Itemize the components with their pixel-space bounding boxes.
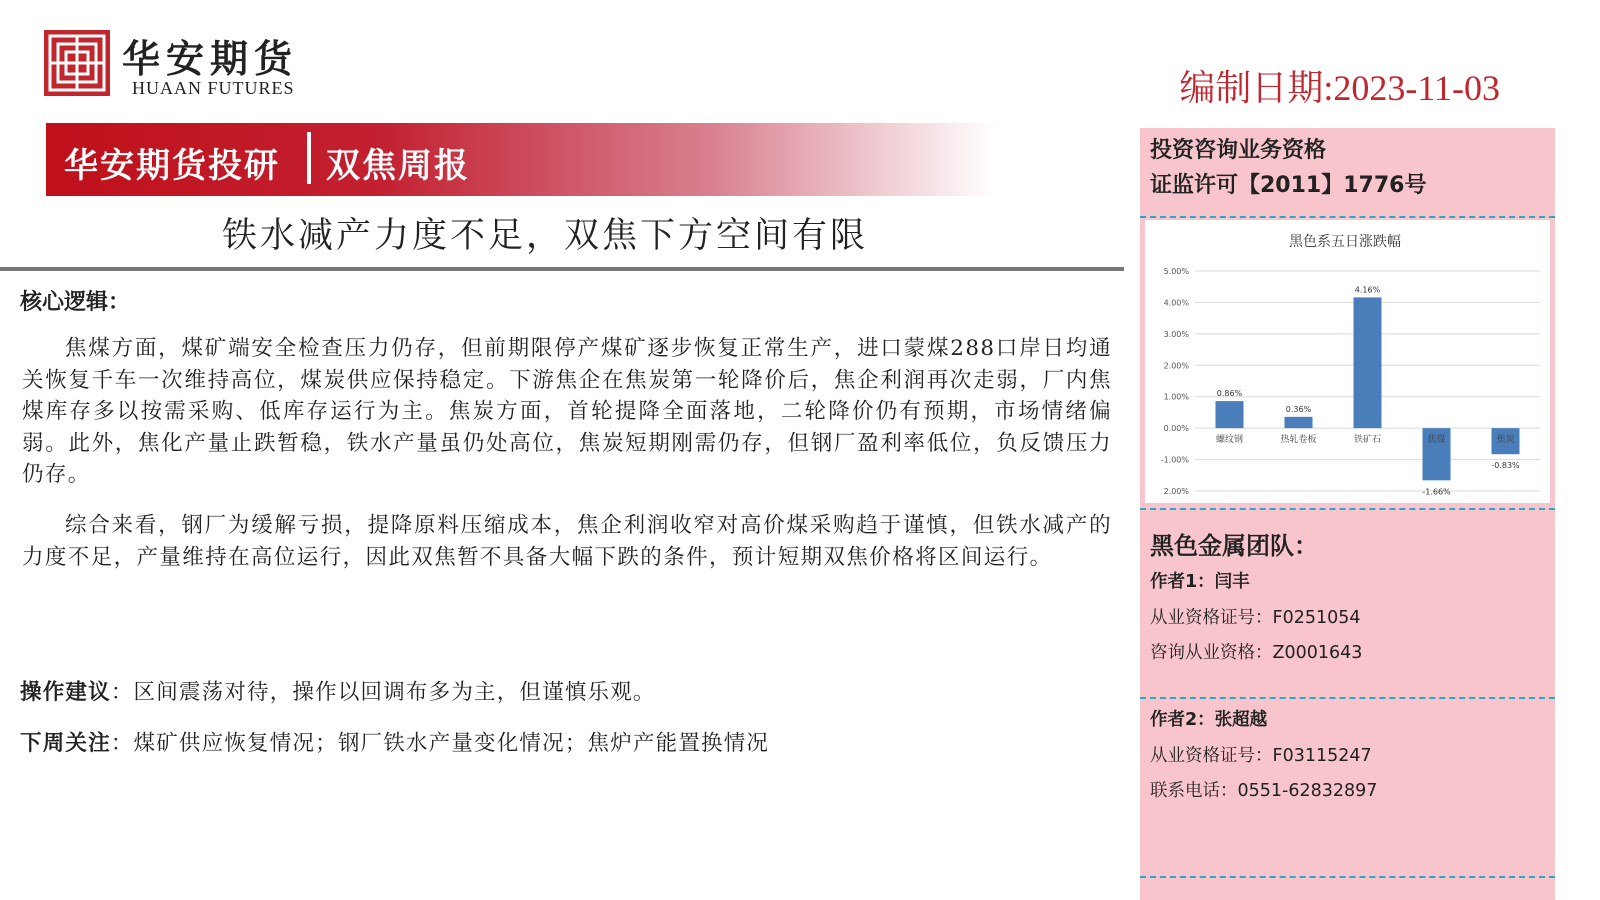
y-tick-label: 0.00% xyxy=(1163,424,1189,434)
data-label: -1.66% xyxy=(1422,487,1451,497)
core-logic-heading: 核心逻辑： xyxy=(20,290,131,315)
qualification-line: 投资咨询业务资格 xyxy=(1150,138,1327,163)
y-tick-label: -1.00% xyxy=(1160,455,1189,465)
data-label: 0.86% xyxy=(1216,389,1243,399)
next-week-focus-label: 下周关注 xyxy=(20,731,111,756)
headline-rule xyxy=(0,267,1124,271)
operation-advice-text: ：区间震荡对待，操作以回调布多为主，但谨慎乐观。 xyxy=(110,680,656,705)
core-paragraph: 综合来看，钢厂为缓解亏损，提降原料压缩成本，焦企利润收窄对高价煤采购趋于谨慎，但铁水减产的力度不足，产量维持在高位运行，因此双焦暂不具备大幅下跌的条件，预计短期双焦价格将区间运行。 xyxy=(22,513,1112,570)
bar-chart xyxy=(1145,220,1550,503)
author-2-name-text: 作者2：张超越 xyxy=(1150,710,1268,730)
author-1-cert-value: F0251054 xyxy=(1272,608,1361,628)
category-label: 螺纹钢 xyxy=(1215,435,1244,446)
core-paragraph: 焦煤方面，煤矿端安全检查压力仍存，但前期限停产煤矿逐步恢复正常生产，进口蒙煤288口岸日均通关恢复千车一次维持高位，煤炭供应保持稳定。下游焦企在焦炭第一轮降价后，焦企利润再次走弱，厂内焦煤库存多以按需采购、低库存运行为主。焦炭方面，首轮提降全面落地，二轮降价仍有预期，市场情绪偏弱。此外，焦化产量止跌暂稳，铁水产量虽仍处高位，焦炭短期刚需仍存，但钢厂盈利率低位，负反馈压力仍存。 xyxy=(22,336,1112,487)
author-1-name xyxy=(1150,568,1250,593)
y-tick-label: 1.00% xyxy=(1163,392,1189,402)
y-tick-label: 5.00% xyxy=(1163,267,1189,276)
banner-report-name: 双焦周报 xyxy=(326,146,470,186)
author-2-name xyxy=(1150,706,1267,731)
category-label: 热轧卷板 xyxy=(1280,435,1317,446)
author-1-consult xyxy=(1150,639,1362,664)
next-week-focus-text: ：煤矿供应恢复情况；钢厂铁水产量变化情况；焦炉产能置换情况 xyxy=(110,731,770,756)
sidebar-divider xyxy=(1140,876,1555,878)
chart-bar xyxy=(1216,401,1244,428)
author-1-name-text: 作者1：闫丰 xyxy=(1150,572,1250,592)
category-label: 铁矿石 xyxy=(1353,435,1382,446)
banner-divider xyxy=(307,132,311,184)
category-label: 焦煤 xyxy=(1427,435,1446,446)
operation-advice-label: 操作建议 xyxy=(20,680,111,705)
author-1-consult-value: Z0001643 xyxy=(1272,643,1363,663)
y-tick-label: 4.00% xyxy=(1163,298,1189,308)
sidebar-divider xyxy=(1140,508,1555,510)
page-headline: 铁水减产力度不足，双焦下方空间有限 xyxy=(222,216,869,256)
data-label: -0.83% xyxy=(1491,461,1520,471)
chart-container xyxy=(1145,220,1550,503)
next-week-focus xyxy=(20,726,769,757)
author-2-cert-label: 从业资格证号： xyxy=(1150,746,1273,766)
y-tick-label: 2.00% xyxy=(1163,361,1189,371)
sidebar-divider xyxy=(1140,216,1555,218)
team-heading: 黑色金属团队： xyxy=(1150,532,1318,560)
compile-date: 编制日期:2023-11-03 xyxy=(1179,68,1500,108)
data-label: 0.36% xyxy=(1285,404,1312,414)
logo-name-en: HUAAN FUTURES xyxy=(132,78,295,98)
category-label: 焦炭 xyxy=(1496,435,1515,446)
author-2-phone-label: 联系电话： xyxy=(1150,781,1238,801)
y-tick-label: 2.00% xyxy=(1163,487,1189,496)
chart-title: 黑色系五日涨跌幅 xyxy=(1289,234,1401,250)
banner-org-label: 华安期货投研 xyxy=(64,146,280,186)
author-2-cert xyxy=(1150,742,1372,767)
y-tick-label: 3.00% xyxy=(1163,329,1189,339)
operation-advice xyxy=(20,675,656,706)
author-2-phone xyxy=(1150,777,1377,802)
author-1-consult-label: 咨询从业资格： xyxy=(1150,643,1273,663)
author-1-cert xyxy=(1150,604,1361,629)
logo-name-cn: 华安期货 xyxy=(122,36,299,81)
data-label: 4.16% xyxy=(1354,285,1381,295)
author-2-cert-value: F03115247 xyxy=(1272,746,1372,766)
logo-mark xyxy=(44,30,110,96)
author-1-cert-label: 从业资格证号： xyxy=(1150,608,1273,628)
sidebar-divider xyxy=(1140,697,1555,699)
chart-bar xyxy=(1354,297,1382,428)
chart-bar xyxy=(1285,417,1313,428)
author-2-phone-value: 0551-62832897 xyxy=(1237,781,1378,801)
license-line: 证监许可【2011】1776号 xyxy=(1150,173,1427,198)
